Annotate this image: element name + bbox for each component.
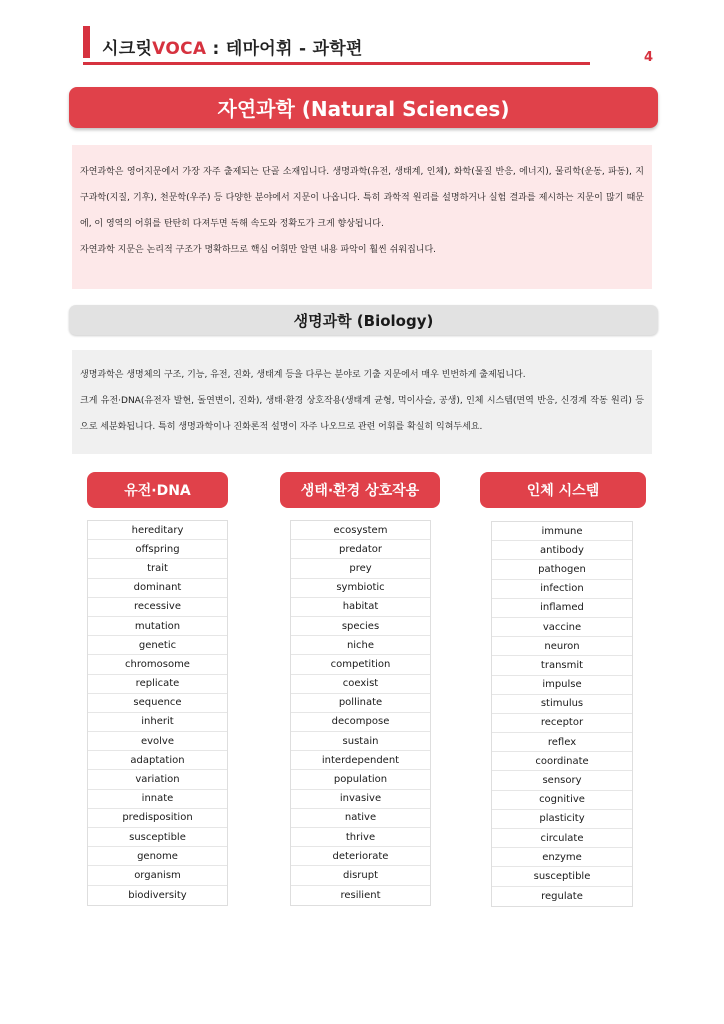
word-item: decompose bbox=[291, 713, 430, 732]
word-item: reflex bbox=[492, 733, 632, 752]
word-item: infection bbox=[492, 580, 632, 599]
word-item: adaptation bbox=[88, 751, 227, 770]
word-item: susceptible bbox=[88, 828, 227, 847]
word-item: biodiversity bbox=[128, 889, 187, 901]
section-banner: 생명과학 (Biology) bbox=[69, 305, 658, 335]
word-item: deteriorate bbox=[291, 847, 430, 866]
header-accent-bar bbox=[83, 26, 90, 58]
word-item: transmit bbox=[492, 656, 632, 675]
column-header-body-systems: 인체 시스템 bbox=[480, 472, 646, 508]
word-item: pathogen bbox=[492, 560, 632, 579]
word-item: resilient bbox=[340, 889, 381, 901]
word-item: symbiotic bbox=[291, 579, 430, 598]
word-item: species bbox=[291, 617, 430, 636]
word-item: offspring bbox=[88, 540, 227, 559]
biology-intro-box bbox=[72, 350, 652, 454]
word-item: enzyme bbox=[492, 848, 632, 867]
word-item: population bbox=[291, 770, 430, 789]
word-item: evolve bbox=[88, 732, 227, 751]
word-item: immune bbox=[492, 522, 632, 541]
word-item: competition bbox=[291, 655, 430, 674]
word-item: circulate bbox=[492, 829, 632, 848]
word-item: vaccine bbox=[492, 618, 632, 637]
word-item: predator bbox=[291, 540, 430, 559]
word-item: replicate bbox=[88, 675, 227, 694]
word-item: coordinate bbox=[492, 752, 632, 771]
intro-paragraph-1: 자연과학은 영어지문에서 가장 자주 출제되는 단골 소재입니다. 생명과학(유전, 생태계, 인체), 화학(물질 반응, 에너지), 물리학(운동, 파동), 지구과학(지질, 기후), 천문학(우주) 등 다양한 분야에서 지문이 나옵니다. 특히 과학적 원리를 설명하거나 실험 결과를 제시하는 지문이 많기 때문에, 이 영역의 어휘를 탄탄히 다져두면 독해 속도와 정확도가 크게 향상됩니다. bbox=[80, 167, 644, 229]
word-item: coexist bbox=[291, 675, 430, 694]
word-item: variation bbox=[88, 770, 227, 789]
word-item: innate bbox=[88, 790, 227, 809]
word-list-genetics bbox=[87, 520, 228, 906]
word-item: trait bbox=[88, 559, 227, 578]
word-list-body-systems bbox=[491, 521, 633, 907]
word-item: cognitive bbox=[492, 791, 632, 810]
intro-paragraph-2: 자연과학 지문은 논리적 구조가 명확하므로 핵심 어휘만 알면 내용 파악이 훨씬 쉬워집니다. bbox=[80, 245, 437, 255]
word-item: antibody bbox=[492, 541, 632, 560]
header-subtitle: : 테마어휘 - 과학편 bbox=[206, 39, 363, 59]
biology-paragraph-1: 생명과학은 생명체의 구조, 기능, 유전, 진화, 생태계 등을 다루는 분야로 기출 지문에서 매우 빈번하게 출제됩니다. bbox=[80, 370, 526, 380]
word-item: native bbox=[291, 809, 430, 828]
word-item: prey bbox=[291, 559, 430, 578]
word-item: sensory bbox=[492, 771, 632, 790]
header-brand-accent: VOCA bbox=[152, 39, 207, 59]
word-item: receptor bbox=[492, 714, 632, 733]
word-item: plasticity bbox=[492, 810, 632, 829]
page-header-title bbox=[102, 34, 363, 59]
header-underline bbox=[83, 62, 590, 65]
word-item: ecosystem bbox=[291, 521, 430, 540]
word-list-ecology bbox=[290, 520, 431, 906]
word-item: recessive bbox=[88, 598, 227, 617]
word-item: inflamed bbox=[492, 599, 632, 618]
word-item: predisposition bbox=[88, 809, 227, 828]
biology-paragraph-2: 크게 유전·DNA(유전자 발현, 돌연변이, 진화), 생태·환경 상호작용(생태계 균형, 먹이사슬, 공생), 인체 시스템(면역 반응, 신경계 작동 원리) 등으로 세분화됩니다. 특히 생명과학이나 진화론적 설명이 자주 나오므로 관련 어휘를 확실히 익혀두세요. bbox=[80, 396, 644, 432]
column-header-ecology: 생태·환경 상호작용 bbox=[280, 472, 440, 508]
word-item: impulse bbox=[492, 676, 632, 695]
word-item: thrive bbox=[291, 828, 430, 847]
main-banner: 자연과학 (Natural Sciences) bbox=[69, 87, 658, 128]
word-item: regulate bbox=[541, 890, 583, 902]
intro-box bbox=[72, 145, 652, 289]
page-number: 4 bbox=[644, 50, 654, 65]
word-item: disrupt bbox=[291, 866, 430, 885]
word-item: organism bbox=[88, 866, 227, 885]
word-item: genetic bbox=[88, 636, 227, 655]
word-item: sequence bbox=[88, 694, 227, 713]
word-item: inherit bbox=[88, 713, 227, 732]
word-item: sustain bbox=[291, 732, 430, 751]
word-item: niche bbox=[291, 636, 430, 655]
word-item: dominant bbox=[88, 579, 227, 598]
word-item: interdependent bbox=[291, 751, 430, 770]
word-item: stimulus bbox=[492, 695, 632, 714]
header-brand: 시크릿 bbox=[102, 39, 153, 59]
column-header-genetics: 유전·DNA bbox=[87, 472, 228, 508]
word-item: habitat bbox=[291, 598, 430, 617]
word-item: hereditary bbox=[88, 521, 227, 540]
word-item: genome bbox=[88, 847, 227, 866]
word-item: susceptible bbox=[492, 867, 632, 886]
word-item: chromosome bbox=[88, 655, 227, 674]
word-item: mutation bbox=[88, 617, 227, 636]
word-item: neuron bbox=[492, 637, 632, 656]
word-item: pollinate bbox=[291, 694, 430, 713]
word-item: invasive bbox=[291, 790, 430, 809]
